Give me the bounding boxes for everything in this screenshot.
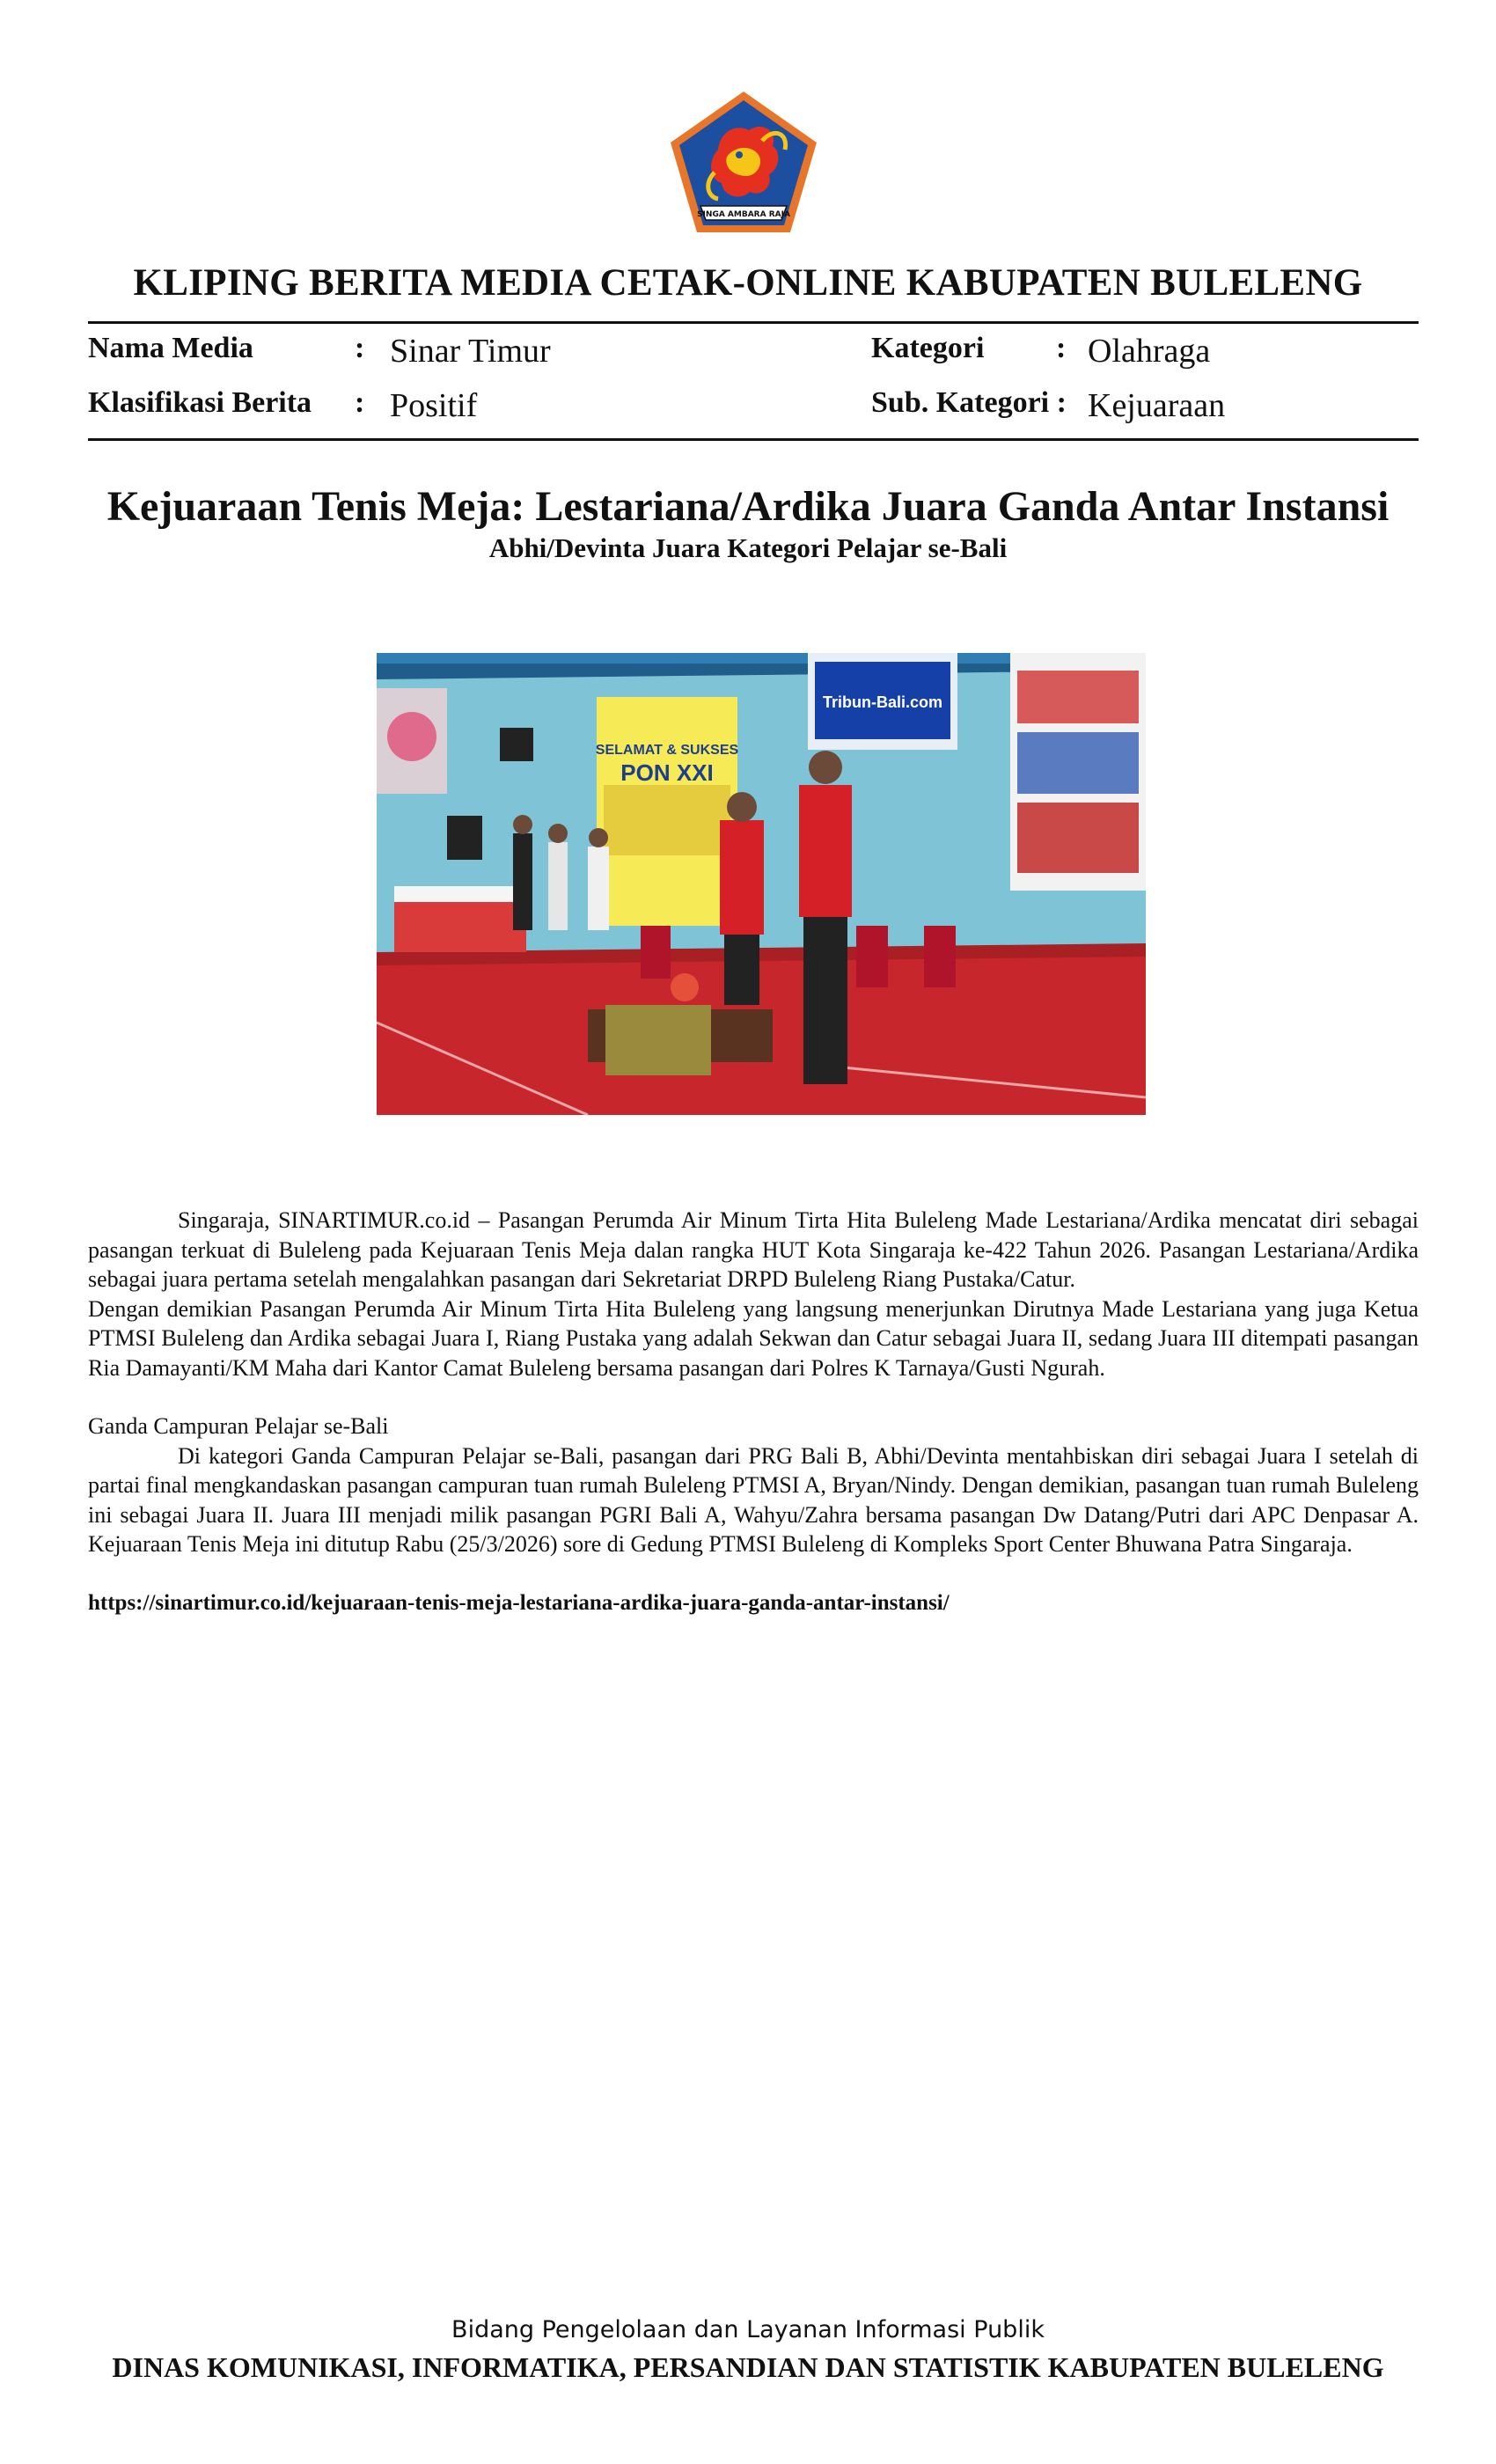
section-subheading: Ganda Campuran Pelajar se-Bali <box>88 1413 389 1439</box>
header-rule-bottom <box>88 438 1419 441</box>
svg-text:SELAMAT & SUKSES: SELAMAT & SUKSES <box>595 743 739 758</box>
media-name-label: Nama Media <box>88 332 253 364</box>
clipping-header-title: KLIPING BERITA MEDIA CETAK-ONLINE KABUPATEN BULELENG <box>133 262 1363 304</box>
article-subtitle: Abhi/Devinta Juara Kategori Pelajar se-Bali <box>488 532 1008 563</box>
svg-text:Tribun-Bali.com: Tribun-Bali.com <box>822 693 943 711</box>
media-name-value: Sinar Timur <box>390 333 551 370</box>
paragraph: Di kategori Ganda Campuran Pelajar se-Bali, pasangan dari PRG Bali B, Abhi/Devinta mentahbiskan diri sebagai Juara I setelah di partai final mengkandaskan pasangan campuran tuan rumah Buleleng PTMSI A, Bryan/Nindy. Dengan demikian, pasangan tuan rumah Buleleng ini sebagai Juara II. Juara III menjadi milik pasangan PGRI Bali A, Wahyu/Zahra bersama pasangan Dw Datang/Putri dari APC Denpasar A. Kejuaraan Tenis Meja ini ditutup Rabu (25/3/2026) sore di Gedung PTMSI Buleleng di Kompleks Sport Center Bhuwana Patra Singaraja. <box>88 1442 1419 1557</box>
svg-text:PON XXI: PON XXI <box>620 759 714 786</box>
header-rule-top <box>88 321 1419 324</box>
footer-agency: DINAS KOMUNIKASI, INFORMATIKA, PERSANDIAN DAN STATISTIK KABUPATEN BULELENG <box>112 2351 1384 2383</box>
category-colon: : <box>1056 332 1067 364</box>
subcategory-label: Sub. Kategori : <box>871 386 1067 419</box>
article-title: Kejuaraan Tenis Meja: Lestariana/Ardika Juara Ganda Antar Instansi <box>106 483 1390 530</box>
classification-label: Klasifikasi Berita <box>88 386 312 419</box>
classification-colon: : <box>355 386 365 419</box>
classification-value: Positif <box>390 387 478 424</box>
article-photo <box>377 653 1146 1115</box>
source-link[interactable]: https://sinartimur.co.id/kejuaraan-tenis-meja-lestariana-ardika-juara-ganda-antar-instansi/ <box>88 1590 950 1615</box>
subcategory-value: Kejuaraan <box>1088 387 1226 424</box>
svg-text:SINGA AMBARA RAJA: SINGA AMBARA RAJA <box>697 210 790 219</box>
buleleng-crest-logo <box>665 88 822 238</box>
singa-ambara-raja-crest-icon <box>665 88 822 238</box>
article-body <box>88 1206 1419 1617</box>
category-value: Olahraga <box>1088 333 1211 370</box>
paragraph: Dengan demikian Pasangan Perumda Air Minum Tirta Hita Buleleng yang langsung menerjunkan Dirutnya Made Lestariana yang juga Ketua PTMSI Buleleng dan Ardika sebagai Juara I, Riang Pustaka yang adalah Sekwan dan Catur sebagai Juara II, sedang Juara III ditempati pasangan Ria Damayanti/KM Maha dari Kantor Camat Buleleng bersama pasangan dari Polres K Tarnaya/Gusti Ngurah. <box>88 1295 1419 1381</box>
media-name-colon: : <box>355 332 365 364</box>
paragraph-spacer <box>88 1382 1419 1412</box>
category-label: Kategori <box>871 332 985 364</box>
paragraph: Singaraja, SINARTIMUR.co.id – Pasangan Perumda Air Minum Tirta Hita Buleleng Made Lestariana/Ardika mencatat diri sebagai pasangan terkuat di Buleleng pada Kejuaraan Tenis Meja dalan rangka HUT Kota Singaraja ke-422 Tahun 2026. Pasangan Lestariana/Ardika sebagai juara pertama setelah mengalahkan pasangan dari Sekretariat DRPD Buleleng Riang Pustaka/Catur. <box>88 1207 1419 1292</box>
footer-department: Bidang Pengelolaan dan Layanan Informasi Publik <box>451 2316 1045 2343</box>
paragraph-spacer <box>88 1559 1419 1588</box>
